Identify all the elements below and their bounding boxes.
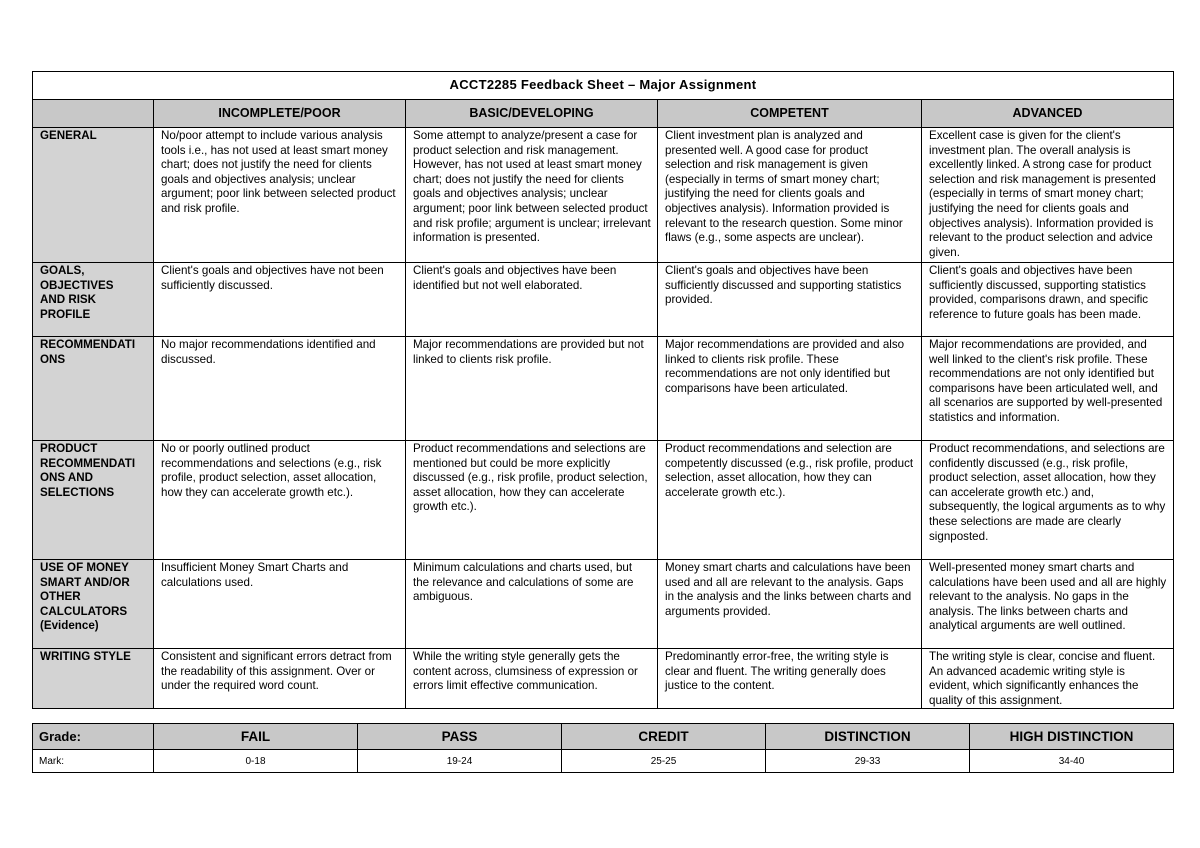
criterion-name: USE OF MONEY SMART AND/OR OTHER CALCULATORS (Evidence) [33, 560, 154, 649]
descriptor-cell: While the writing style generally gets the content across, clumsiness of expression or errors limit effective communication. [406, 649, 658, 709]
descriptor-cell: Product recommendations, and selections are confidently discussed (e.g., risk profile, product selection, asset allocation, how they can accelerate growth etc.) and, subsequently, the logical arguments as to why these selections are made are clearly signposted. [922, 441, 1174, 560]
grade-label: Grade: [33, 724, 154, 750]
grade-table [32, 723, 1174, 773]
descriptor-cell: Product recommendations and selections are mentioned but could be more explicitly discussed (e.g., risk profile, product selection, asset allocation, how they can accelerate growth etc.). [406, 441, 658, 560]
descriptor-cell: Consistent and significant errors detract from the readability of this assignment. Over or under the required word count. [154, 649, 406, 709]
descriptor-cell: Money smart charts and calculations have been used and all are relevant to the analysis. Gaps in the analysis and the links between charts and arguments provided. [658, 560, 922, 649]
criterion-row [33, 263, 1174, 337]
mark-range: 34-40 [970, 750, 1174, 773]
level-header-row [33, 100, 1174, 128]
mark-row [33, 750, 1174, 773]
criterion-row [33, 560, 1174, 649]
mark-range: 29-33 [766, 750, 970, 773]
criterion-name: GOALS, OBJECTIVES AND RISK PROFILE [33, 263, 154, 337]
criterion-name: PRODUCT RECOMMENDATI ONS AND SELECTIONS [33, 441, 154, 560]
grade-pass: PASS [358, 724, 562, 750]
descriptor-cell: Product recommendations and selection are competently discussed (e.g., risk profile, product selection, asset allocation, how they can accelerate growth etc.). [658, 441, 922, 560]
descriptor-cell: No major recommendations identified and discussed. [154, 337, 406, 441]
criterion-name: WRITING STYLE [33, 649, 154, 709]
descriptor-cell: The writing style is clear, concise and fluent. An advanced academic writing style is evident, which significantly enhances the quality of this assignment. [922, 649, 1174, 709]
feedback-rubric-table [32, 71, 1174, 709]
descriptor-cell: Some attempt to analyze/present a case for product selection and risk management. However, has not used at least smart money chart; does not justify the need for clients goals and objectives analysis; unclear argument; poor link between selected product and risk profile; argument is unclear; irrelevant information is presented. [406, 128, 658, 263]
grade-credit: CREDIT [562, 724, 766, 750]
criterion-row [33, 649, 1174, 709]
grade-fail: FAIL [154, 724, 358, 750]
mark-range: 25-25 [562, 750, 766, 773]
criterion-name: GENERAL [33, 128, 154, 263]
rubric-title: ACCT2285 Feedback Sheet – Major Assignment [33, 72, 1174, 100]
descriptor-cell: No or poorly outlined product recommendations and selections (e.g., risk profile, product selection, asset allocation, how they can accelerate growth etc.). [154, 441, 406, 560]
grade-distinction: DISTINCTION [766, 724, 970, 750]
descriptor-cell: Client's goals and objectives have not been sufficiently discussed. [154, 263, 406, 337]
criterion-row [33, 128, 1174, 263]
descriptor-cell: Major recommendations are provided and also linked to clients risk profile. These recommendations are not only identified but comparisons have been articulated. [658, 337, 922, 441]
mark-range: 19-24 [358, 750, 562, 773]
level-header: INCOMPLETE/POOR [154, 100, 406, 128]
descriptor-cell: Excellent case is given for the client's investment plan. The overall analysis is excellently linked. A strong case for product selection and risk management is presented (especially in terms of smart money chart; justifying the need for clients goals and objectives analysis). Information provided is relevant to the product selection and advice given. [922, 128, 1174, 263]
criterion-row [33, 337, 1174, 441]
descriptor-cell: Well-presented money smart charts and calculations have been used and all are highly relevant to the analysis. No gaps in the analysis. The links between charts and analytical arguments are well outlined. [922, 560, 1174, 649]
descriptor-cell: Minimum calculations and charts used, but the relevance and calculations of some are ambiguous. [406, 560, 658, 649]
descriptor-cell: Client's goals and objectives have been sufficiently discussed, supporting statistics provided, comparisons drawn, and specific reference to future goals has been made. [922, 263, 1174, 337]
descriptor-cell: Major recommendations are provided but not linked to clients risk profile. [406, 337, 658, 441]
level-header: COMPETENT [658, 100, 922, 128]
descriptor-cell: Client investment plan is analyzed and presented well. A good case for product selection and risk management is given (especially in terms of smart money chart; justifying the need for clients goals and objectives analysis). Information provided is relevant to the research question. Some minor flaws (e.g., some aspects are unclear). [658, 128, 922, 263]
descriptor-cell: Major recommendations are provided, and well linked to the client's risk profile. These recommendations are not only identified but comparisons have been articulated well, and all scenarios are supported by well-presented statistics and information. [922, 337, 1174, 441]
descriptor-cell: Insufficient Money Smart Charts and calculations used. [154, 560, 406, 649]
grade-row [33, 724, 1174, 750]
level-header: BASIC/DEVELOPING [406, 100, 658, 128]
criterion-row [33, 441, 1174, 560]
mark-label: Mark: [33, 750, 154, 773]
grade-high-distinction: HIGH DISTINCTION [970, 724, 1174, 750]
descriptor-cell: Client's goals and objectives have been identified but not well elaborated. [406, 263, 658, 337]
descriptor-cell: No/poor attempt to include various analysis tools i.e., has not used at least smart money chart; does not justify the need for clients goals and objectives analysis; unclear argument; poor link between selected product and risk profile. [154, 128, 406, 263]
descriptor-cell: Client's goals and objectives have been sufficiently discussed and supporting statistics provided. [658, 263, 922, 337]
descriptor-cell: Predominantly error-free, the writing style is clear and fluent. The writing generally does justice to the content. [658, 649, 922, 709]
criterion-name: RECOMMENDATI ONS [33, 337, 154, 441]
level-header: ADVANCED [922, 100, 1174, 128]
corner-cell [33, 100, 154, 128]
mark-range: 0-18 [154, 750, 358, 773]
